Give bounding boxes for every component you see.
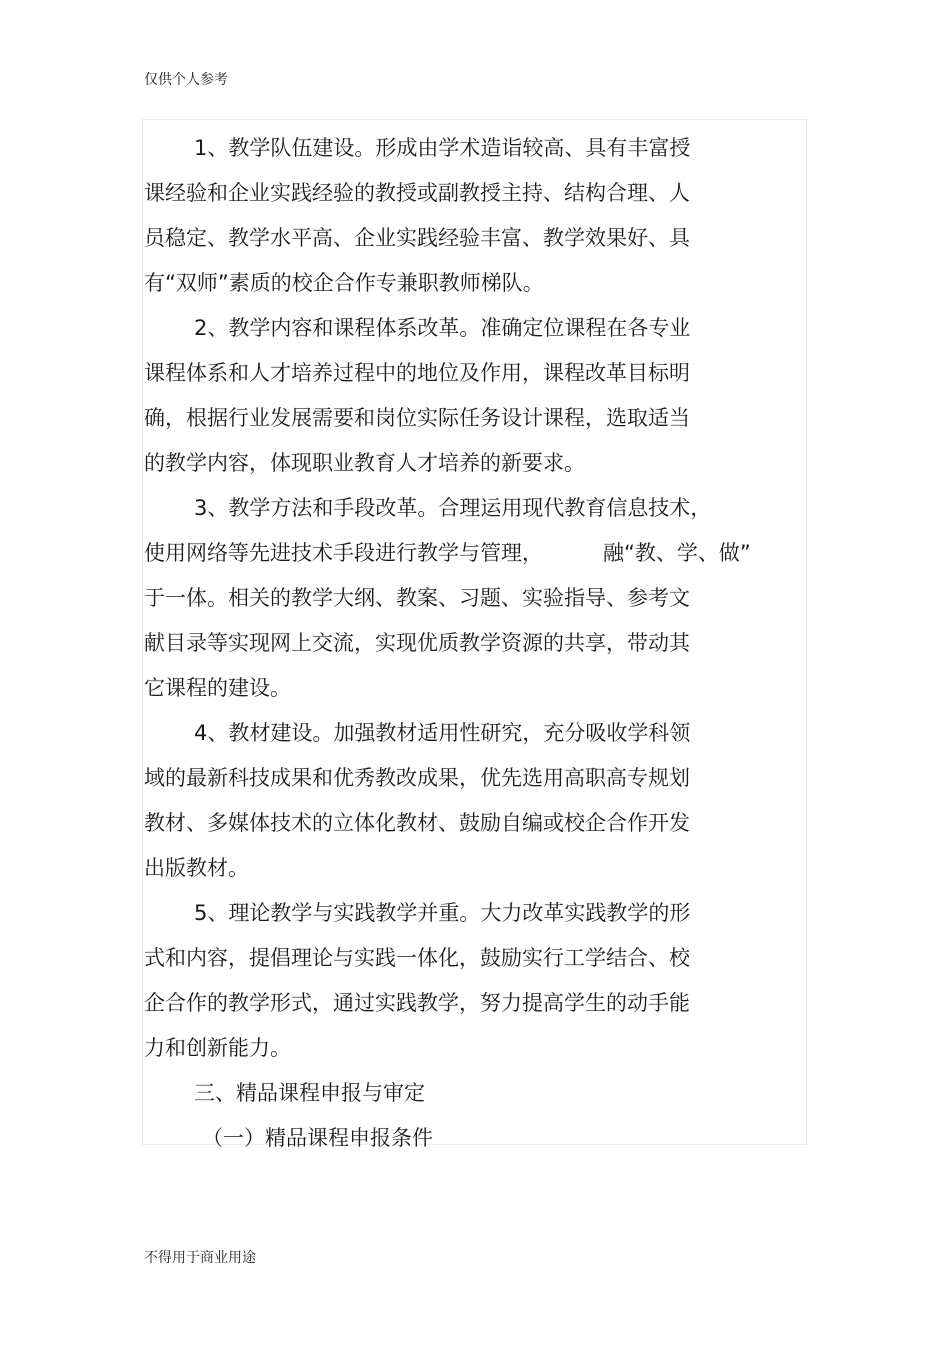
text-line: 员稳定、教学水平高、企业实践经验丰富、教学效果好、具 [144, 226, 690, 250]
paragraph-curriculum-reform [144, 306, 804, 486]
paragraph-textbook-construction [144, 711, 804, 891]
text-line: 式和内容，提倡理论与实践一体化，鼓励实行工学结合、校 [144, 946, 690, 970]
document-body [144, 126, 804, 1161]
text-segment: 融“教、学、做” [603, 541, 751, 565]
paragraph-teaching-methods [144, 486, 804, 711]
text-line: 力和创新能力。 [144, 1036, 291, 1060]
text-line: 1、教学队伍建设。形成由学术造诣较高、具有丰富授 [194, 136, 691, 160]
text-line: 课经验和企业实践经验的教授或副教授主持、结构合理、人 [144, 181, 690, 205]
text-line: 出版教材。 [144, 856, 249, 880]
text-line: 5、理论教学与实践教学并重。大力改革实践教学的形 [194, 901, 691, 925]
text-line: 献目录等实现网上交流，实现优质教学资源的共享，带动其 [144, 631, 690, 655]
text-line: 有“双师”素质的校企合作专兼职教师梯队。 [144, 271, 544, 295]
header-note: 仅供个人参考 [144, 72, 228, 88]
text-line: 3、教学方法和手段改革。合理运用现代教育信息技术， [194, 496, 712, 520]
text-line: 它课程的建设。 [144, 676, 291, 700]
text-segment: 使用网络等先进技术手段进行教学与管理， [144, 541, 543, 565]
text-line: 4、教材建设。加强教材适用性研究，充分吸收学科领 [194, 721, 691, 745]
paragraph-teaching-team [144, 126, 804, 306]
text-line: 确，根据行业发展需要和岗位实际任务设计课程，选取适当 [144, 406, 690, 430]
text-line: 于一体。相关的教学大纲、教案、习题、实验指导、参考文 [144, 586, 690, 610]
text-line: 的教学内容，体现职业教育人才培养的新要求。 [144, 451, 585, 475]
text-line: 教材、多媒体技术的立体化教材、鼓励自编或校企合作开发 [144, 811, 690, 835]
footer-note: 不得用于商业用途 [144, 1250, 256, 1266]
section-heading: 三、精品课程申报与审定 [194, 1081, 425, 1105]
subsection-heading: （一）精品课程申报条件 [202, 1126, 433, 1150]
text-line: 课程体系和人才培养过程中的地位及作用，课程改革目标明 [144, 361, 690, 385]
paragraph-theory-practice [144, 891, 804, 1071]
text-line: 2、教学内容和课程体系改革。准确定位课程在各专业 [194, 316, 691, 340]
text-line [144, 531, 804, 576]
text-line: 企合作的教学形式，通过实践教学，努力提高学生的动手能 [144, 991, 690, 1015]
text-line: 域的最新科技成果和优秀教改成果，优先选用高职高专规划 [144, 766, 690, 790]
